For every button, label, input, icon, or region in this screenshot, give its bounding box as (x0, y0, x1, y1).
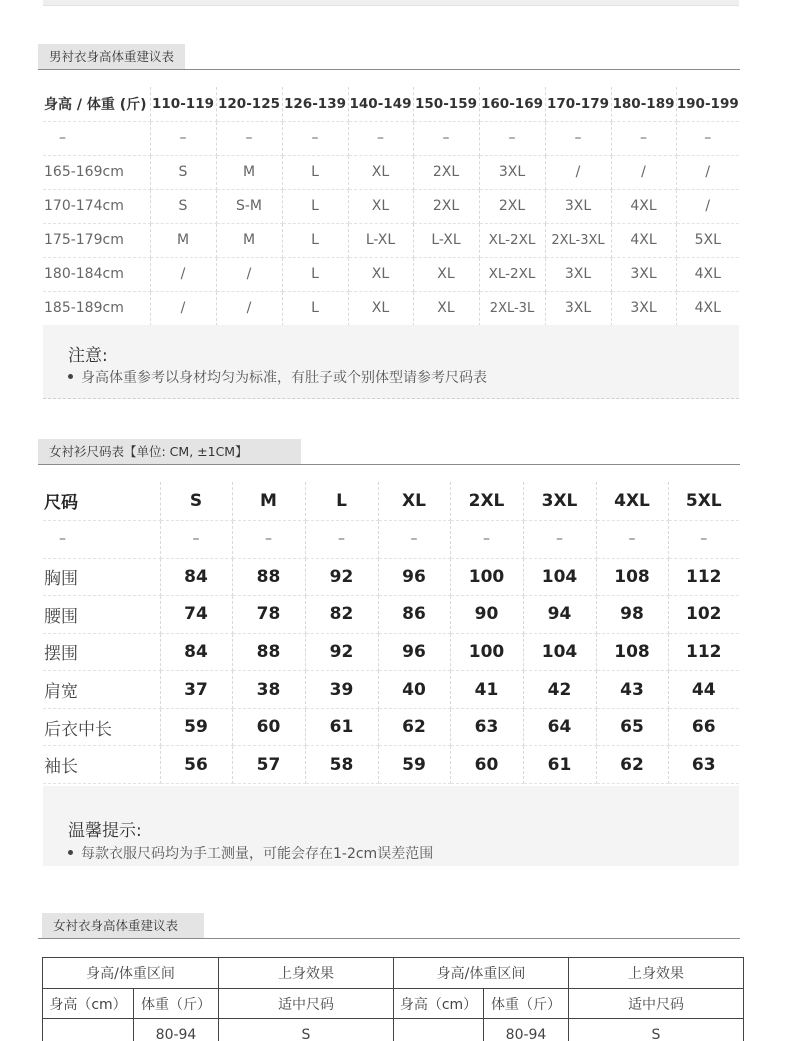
men-size-table (43, 87, 739, 326)
men-note-box (43, 325, 739, 399)
dash-cell: – (611, 121, 676, 155)
women-table-dash-row (43, 520, 739, 558)
size-cell: 3XL (479, 155, 545, 189)
men-header-cell: 180-189 (611, 87, 676, 121)
measure-value-cell: 37 (160, 671, 232, 709)
women-header-cell: L (305, 482, 378, 520)
women-header-cell: M (232, 482, 305, 520)
size-cell: 3XL (545, 189, 611, 223)
size-cell: 4XL (676, 291, 739, 325)
measure-value-cell: 63 (668, 746, 739, 784)
measure-value-cell: 63 (450, 708, 523, 746)
men-table-header-row (43, 87, 739, 121)
tip-text: 每款衣服尺码均为手工测量，可能会存在1-2cm误差范围 (81, 846, 434, 862)
women-size-section-header (38, 439, 740, 465)
size-cell: 3XL (611, 291, 676, 325)
dash-cell: – (282, 121, 348, 155)
measure-value-cell: 82 (305, 596, 378, 634)
measure-value-cell: 43 (596, 671, 668, 709)
measure-value-cell: 100 (450, 633, 523, 671)
dash-cell: – (305, 520, 378, 558)
measure-value-cell: 104 (523, 633, 596, 671)
size-cell: 2XL (479, 189, 545, 223)
size-cell: / (216, 257, 282, 291)
size-cell: 4XL (611, 223, 676, 257)
size-cell: L (282, 257, 348, 291)
men-header-cell: 140-149 (348, 87, 413, 121)
weight-row (43, 1019, 744, 1041)
size-cell: / (150, 291, 216, 325)
size-cell: M (150, 223, 216, 257)
weight-cell: 80-94 (134, 1019, 219, 1041)
measure-value-cell: 112 (668, 558, 739, 596)
measure-value-cell: 39 (305, 671, 378, 709)
measure-value-cell: 44 (668, 671, 739, 709)
measure-value-cell: 65 (596, 708, 668, 746)
size-cell: XL (348, 189, 413, 223)
size-cell: S-M (216, 189, 282, 223)
dash-cell: – (150, 121, 216, 155)
dash-cell: – (545, 121, 611, 155)
men-header-cell: 170-179 (545, 87, 611, 121)
men-header-cell: 身高 / 体重 (斤) (43, 87, 150, 121)
sub-header-cell: 体重（斤） (484, 989, 569, 1019)
men-table-dash-row (43, 121, 739, 155)
size-cell: M (216, 223, 282, 257)
women-weight-section-header (38, 913, 740, 939)
size-cell: L (282, 155, 348, 189)
measure-value-cell: 64 (523, 708, 596, 746)
size-cell: 2XL (413, 189, 479, 223)
men-table-row (43, 155, 739, 189)
women-table-row (43, 746, 739, 784)
dash-cell: – (523, 520, 596, 558)
measure-value-cell: 98 (596, 596, 668, 634)
sub-header-cell: 身高（cm） (394, 989, 484, 1019)
tip-text-line (68, 843, 433, 863)
measure-label-cell: 胸围 (43, 558, 160, 596)
measure-value-cell: 58 (305, 746, 378, 784)
measure-value-cell: 74 (160, 596, 232, 634)
note-text: 身高体重参考以身材均匀为标准，有肚子或个别体型请参考尺码表 (81, 370, 487, 386)
size-cell: L-XL (348, 223, 413, 257)
dash-cell: – (43, 520, 160, 558)
men-header-cell: 126-139 (282, 87, 348, 121)
size-cell: XL-2XL (479, 257, 545, 291)
height-cell: 170-174cm (43, 189, 150, 223)
men-header-cell: 110-119 (150, 87, 216, 121)
height-cell: 180-184cm (43, 257, 150, 291)
men-table-row (43, 257, 739, 291)
measure-value-cell: 88 (232, 558, 305, 596)
men-header-cell: 150-159 (413, 87, 479, 121)
group-header-cell: 身高/体重区间 (43, 958, 219, 989)
measure-value-cell: 40 (378, 671, 450, 709)
women-weight-table (42, 957, 744, 1041)
size-cell: 5XL (676, 223, 739, 257)
measure-value-cell: 100 (450, 558, 523, 596)
measure-value-cell: 41 (450, 671, 523, 709)
measure-value-cell: 96 (378, 558, 450, 596)
measure-value-cell: 66 (668, 708, 739, 746)
group-header-row (43, 958, 744, 989)
group-header-cell: 身高/体重区间 (394, 958, 569, 989)
measure-value-cell: 112 (668, 633, 739, 671)
note-text-line (68, 367, 487, 387)
size-cell: M (216, 155, 282, 189)
women-table-row (43, 671, 739, 709)
women-table-row (43, 633, 739, 671)
men-table-row (43, 189, 739, 223)
women-table-row (43, 596, 739, 634)
size-cell: XL (348, 291, 413, 325)
men-section-title: 男衬衣身高体重建议表 (38, 44, 185, 69)
weight-cell: S (219, 1019, 394, 1041)
weight-cell: S (569, 1019, 744, 1041)
women-header-cell: 尺码 (43, 482, 160, 520)
size-cell: L (282, 291, 348, 325)
size-cell: / (676, 189, 739, 223)
size-cell: / (545, 155, 611, 189)
size-cell: XL (413, 257, 479, 291)
men-header-cell: 160-169 (479, 87, 545, 121)
measure-value-cell: 60 (450, 746, 523, 784)
size-cell: L (282, 223, 348, 257)
women-weight-section-title: 女衬衣身高体重建议表 (42, 913, 204, 938)
measure-value-cell: 108 (596, 633, 668, 671)
size-cell: 2XL-3L (479, 291, 545, 325)
dash-cell: – (596, 520, 668, 558)
women-header-cell: S (160, 482, 232, 520)
women-header-cell: XL (378, 482, 450, 520)
size-cell: XL (348, 155, 413, 189)
dash-cell: – (232, 520, 305, 558)
women-size-section-title: 女衬衫尺码表【单位: CM, ±1CM】 (38, 439, 301, 464)
height-cell: 185-189cm (43, 291, 150, 325)
measure-value-cell: 56 (160, 746, 232, 784)
dash-cell: – (43, 121, 150, 155)
weight-cell: 80-94 (484, 1019, 569, 1041)
dash-cell: – (479, 121, 545, 155)
measure-value-cell: 94 (523, 596, 596, 634)
size-cell: XL (413, 291, 479, 325)
weight-cell (43, 1019, 134, 1041)
men-section-header (38, 44, 740, 70)
size-cell: / (676, 155, 739, 189)
size-cell: 4XL (611, 189, 676, 223)
men-table-row (43, 291, 739, 325)
dash-cell: – (676, 121, 739, 155)
measure-value-cell: 60 (232, 708, 305, 746)
men-table-row (43, 223, 739, 257)
size-cell: / (611, 155, 676, 189)
women-table-header-row (43, 482, 739, 520)
size-cell: 3XL (611, 257, 676, 291)
sub-header-cell: 体重（斤） (134, 989, 219, 1019)
weight-cell (394, 1019, 484, 1041)
note-title: 注意: (68, 346, 108, 366)
men-header-cell: 190-199 (676, 87, 739, 121)
size-cell: XL (348, 257, 413, 291)
height-cell: 165-169cm (43, 155, 150, 189)
sub-header-cell: 身高（cm） (43, 989, 134, 1019)
bullet-dot-icon (68, 374, 73, 379)
measure-value-cell: 62 (596, 746, 668, 784)
top-divider-strip (43, 0, 739, 6)
size-cell: L-XL (413, 223, 479, 257)
measure-value-cell: 59 (160, 708, 232, 746)
women-header-cell: 3XL (523, 482, 596, 520)
measure-value-cell: 96 (378, 633, 450, 671)
group-header-cell: 上身效果 (569, 958, 744, 989)
measure-value-cell: 88 (232, 633, 305, 671)
tip-title: 温馨提示: (68, 821, 142, 841)
measure-value-cell: 61 (523, 746, 596, 784)
dash-cell: – (378, 520, 450, 558)
measure-label-cell: 肩宽 (43, 671, 160, 709)
measure-value-cell: 57 (232, 746, 305, 784)
measure-value-cell: 84 (160, 558, 232, 596)
measure-value-cell: 62 (378, 708, 450, 746)
dash-cell: – (450, 520, 523, 558)
measure-value-cell: 84 (160, 633, 232, 671)
size-cell: 3XL (545, 257, 611, 291)
sub-header-row (43, 989, 744, 1019)
women-table-row (43, 708, 739, 746)
size-cell: 3XL (545, 291, 611, 325)
measure-value-cell: 59 (378, 746, 450, 784)
men-header-cell: 120-125 (216, 87, 282, 121)
size-cell: 2XL (413, 155, 479, 189)
measure-value-cell: 38 (232, 671, 305, 709)
measure-value-cell: 78 (232, 596, 305, 634)
measure-value-cell: 102 (668, 596, 739, 634)
women-tip-box (43, 786, 739, 866)
dash-cell: – (160, 520, 232, 558)
women-header-cell: 5XL (668, 482, 739, 520)
sub-header-cell: 适中尺码 (569, 989, 744, 1019)
size-cell: S (150, 155, 216, 189)
measure-value-cell: 92 (305, 633, 378, 671)
size-cell: S (150, 189, 216, 223)
measure-value-cell: 108 (596, 558, 668, 596)
measure-value-cell: 92 (305, 558, 378, 596)
measure-value-cell: 90 (450, 596, 523, 634)
women-size-table (43, 482, 739, 784)
size-cell: 4XL (676, 257, 739, 291)
dash-cell: – (216, 121, 282, 155)
size-cell: XL-2XL (479, 223, 545, 257)
dash-cell: – (413, 121, 479, 155)
size-cell: L (282, 189, 348, 223)
sub-header-cell: 适中尺码 (219, 989, 394, 1019)
dash-cell: – (668, 520, 739, 558)
group-header-cell: 上身效果 (219, 958, 394, 989)
bullet-dot-icon (68, 850, 73, 855)
height-cell: 175-179cm (43, 223, 150, 257)
size-cell: / (216, 291, 282, 325)
measure-value-cell: 86 (378, 596, 450, 634)
measure-value-cell: 104 (523, 558, 596, 596)
women-header-cell: 2XL (450, 482, 523, 520)
measure-label-cell: 腰围 (43, 596, 160, 634)
measure-value-cell: 61 (305, 708, 378, 746)
dash-cell: – (348, 121, 413, 155)
measure-label-cell: 后衣中长 (43, 708, 160, 746)
women-table-row (43, 558, 739, 596)
measure-label-cell: 袖长 (43, 746, 160, 784)
size-cell: 2XL-3XL (545, 223, 611, 257)
size-cell: / (150, 257, 216, 291)
women-header-cell: 4XL (596, 482, 668, 520)
measure-label-cell: 摆围 (43, 633, 160, 671)
measure-value-cell: 42 (523, 671, 596, 709)
